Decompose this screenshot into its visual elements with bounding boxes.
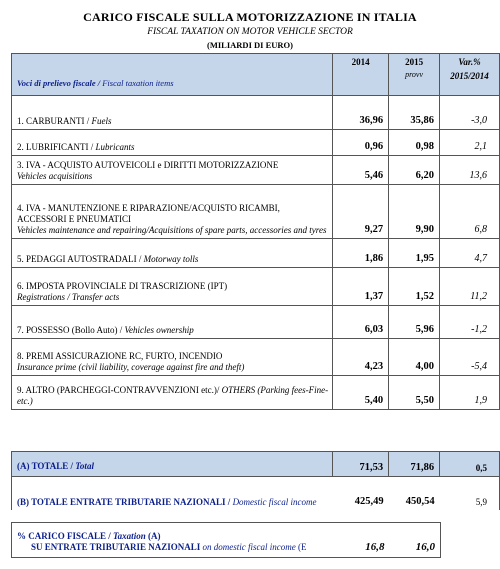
item-label-en: Vehicles ownership [124, 325, 194, 335]
variation-label: Var.% [458, 57, 481, 67]
item-value-2014: 5,40 [333, 376, 389, 410]
report-title: CARICO FISCALE SULLA MOTORIZZAZIONE IN ITALIA [83, 10, 417, 24]
item-value-2014: 36,96 [333, 96, 389, 130]
total-label [12, 452, 333, 477]
total-label-en: Total [75, 461, 94, 471]
item-value-2015: 5,96 [389, 306, 440, 339]
item-label-it: 4. IVA - MANUTENZIONE E RIPARAZIONE/ACQUISTO RICAMBI, ACCESSORI E PNEUMATICI [17, 203, 280, 224]
item-value-2014: 0,96 [333, 130, 389, 156]
column-header-items [12, 54, 333, 96]
item-label [12, 306, 333, 339]
table-row [12, 339, 500, 376]
tax-burden-line2-tail: (E [295, 542, 307, 552]
item-value-2014: 6,03 [333, 306, 389, 339]
item-label-en: Vehicles maintenance and repairing/Acquisitions of spare parts, accessories and tyres [17, 225, 327, 235]
national-income-2015: 450,54 [405, 496, 435, 507]
item-label-en: Lubricants [95, 142, 135, 152]
item-label-en: Motorway tolls [143, 254, 199, 264]
tax-burden-line-2 [17, 542, 330, 553]
item-value-2014: 5,46 [333, 156, 389, 185]
fiscal-items-table [11, 53, 500, 410]
table-header-row [12, 54, 500, 96]
item-value-2015: 4,00 [389, 339, 440, 376]
item-value-2015: 0,98 [389, 130, 440, 156]
item-label [12, 156, 333, 185]
tax-burden-2015: 16,0 [390, 523, 441, 558]
item-label-it: 1. CARBURANTI / [17, 116, 92, 126]
tax-burden-line1-it: % CARICO FISCALE / [17, 531, 114, 541]
total-label-it: (A) TOTALE / [17, 461, 76, 471]
total-table [11, 451, 500, 477]
tax-burden-row [12, 523, 441, 558]
item-value-2015: 1,95 [389, 239, 440, 268]
item-label-en: Vehicles acquisitions [17, 171, 93, 181]
year-2014-label: 2014 [351, 57, 370, 67]
item-variation: -3,0 [440, 96, 500, 130]
table-row [12, 156, 500, 185]
table-row [12, 306, 500, 339]
item-variation: -1,2 [440, 306, 500, 339]
item-label-en: Insurance prime (civil liability, coverage against fire and theft) [17, 362, 245, 372]
report-unit: (MILIARDI DI EURO) [207, 40, 293, 50]
tax-burden-line1-en: Taxation [113, 531, 146, 541]
national-income-label-it: (B) TOTALE ENTRATE TRIBUTARIE NAZIONALI / [17, 497, 233, 507]
item-variation: 11,2 [440, 268, 500, 306]
item-value-2015: 1,52 [389, 268, 440, 306]
item-variation: 1,9 [440, 376, 500, 410]
item-variation: -5,4 [440, 339, 500, 376]
item-value-2014: 4,23 [333, 339, 389, 376]
item-label-it: 5. PEDAGGI AUTOSTRADALI / [17, 254, 144, 264]
item-label [12, 268, 333, 306]
item-value-2014: 1,37 [333, 268, 389, 306]
item-label-it: 8. PREMI ASSICURAZIONE RC, FURTO, INCENDIO [17, 351, 223, 361]
column-header-2014 [333, 54, 389, 96]
total-2015: 71,86 [389, 452, 440, 477]
item-label-en: Registrations / Transfer acts [17, 292, 120, 302]
table-row [12, 376, 500, 410]
tax-burden-line-1 [17, 531, 330, 542]
item-value-2015: 5,50 [389, 376, 440, 410]
national-income-2014: 425,49 [354, 496, 384, 507]
total-2014: 71,53 [333, 452, 389, 477]
table-row [12, 130, 500, 156]
tax-burden-line2-en: on domestic fiscal income [200, 542, 296, 552]
item-label [12, 239, 333, 268]
item-value-2015: 9,90 [389, 185, 440, 239]
item-variation: 4,7 [440, 239, 500, 268]
column-header-variation [440, 54, 500, 96]
item-label [12, 376, 333, 410]
tax-burden-line2-it: SU ENTRATE TRIBUTARIE NAZIONALI [31, 542, 201, 552]
item-label [12, 185, 333, 239]
total-variation: 0,5 [440, 452, 500, 477]
item-variation: 2,1 [440, 130, 500, 156]
table-row [12, 239, 500, 268]
item-variation: 6,8 [440, 185, 500, 239]
national-income-label [12, 476, 333, 510]
column-header-items-it: Voci di prelievo fiscale / [17, 78, 103, 88]
item-variation: 13,6 [440, 156, 500, 185]
table-row [12, 268, 500, 306]
item-label [12, 130, 333, 156]
item-label-it: 7. POSSESSO (Bollo Auto) / [17, 325, 125, 335]
item-value-2014: 9,27 [333, 185, 389, 239]
item-label-it: 3. IVA - ACQUISTO AUTOVEICOLI e DIRITTI MOTORIZZAZIONE [17, 160, 279, 170]
item-label-it: 9. ALTRO (PARCHEGGI-CONTRAVVENZIONI etc.)/ [17, 385, 222, 395]
column-header-2015 [389, 54, 440, 96]
tax-burden-table [11, 522, 441, 558]
table-row [12, 185, 500, 239]
tax-burden-line1-tail: (A) [145, 531, 161, 541]
provisional-note: provv [405, 70, 424, 79]
tax-burden-2014: 16,8 [334, 523, 390, 558]
item-label-it: 6. IMPOSTA PROVINCIALE DI TRASCRIZIONE (IPT) [17, 281, 228, 291]
year-2015-label: 2015 [405, 57, 424, 67]
national-income-variation: 5,9 [440, 476, 500, 510]
item-label-en: Fuels [91, 116, 112, 126]
item-label-en: OTHERS (Parking fees-Fine-etc.) [17, 385, 329, 406]
column-header-items-en: Fiscal taxation items [102, 78, 174, 88]
variation-period-label: 2015/2014 [450, 71, 489, 81]
item-label-it: 2. LUBRIFICANTI / [17, 142, 96, 152]
report-subtitle: FISCAL TAXATION ON MOTOR VEHICLE SECTOR [147, 27, 353, 37]
item-label [12, 96, 333, 130]
total-row [12, 452, 500, 477]
item-value-2014: 1,86 [333, 239, 389, 268]
item-label [12, 339, 333, 376]
item-value-2015: 6,20 [389, 156, 440, 185]
national-income-table [11, 476, 500, 510]
national-income-label-en: Domestic fiscal income [232, 497, 317, 507]
tax-burden-label [12, 523, 334, 558]
national-income-row [12, 476, 500, 510]
table-row [12, 96, 500, 130]
item-value-2015: 35,86 [389, 96, 440, 130]
